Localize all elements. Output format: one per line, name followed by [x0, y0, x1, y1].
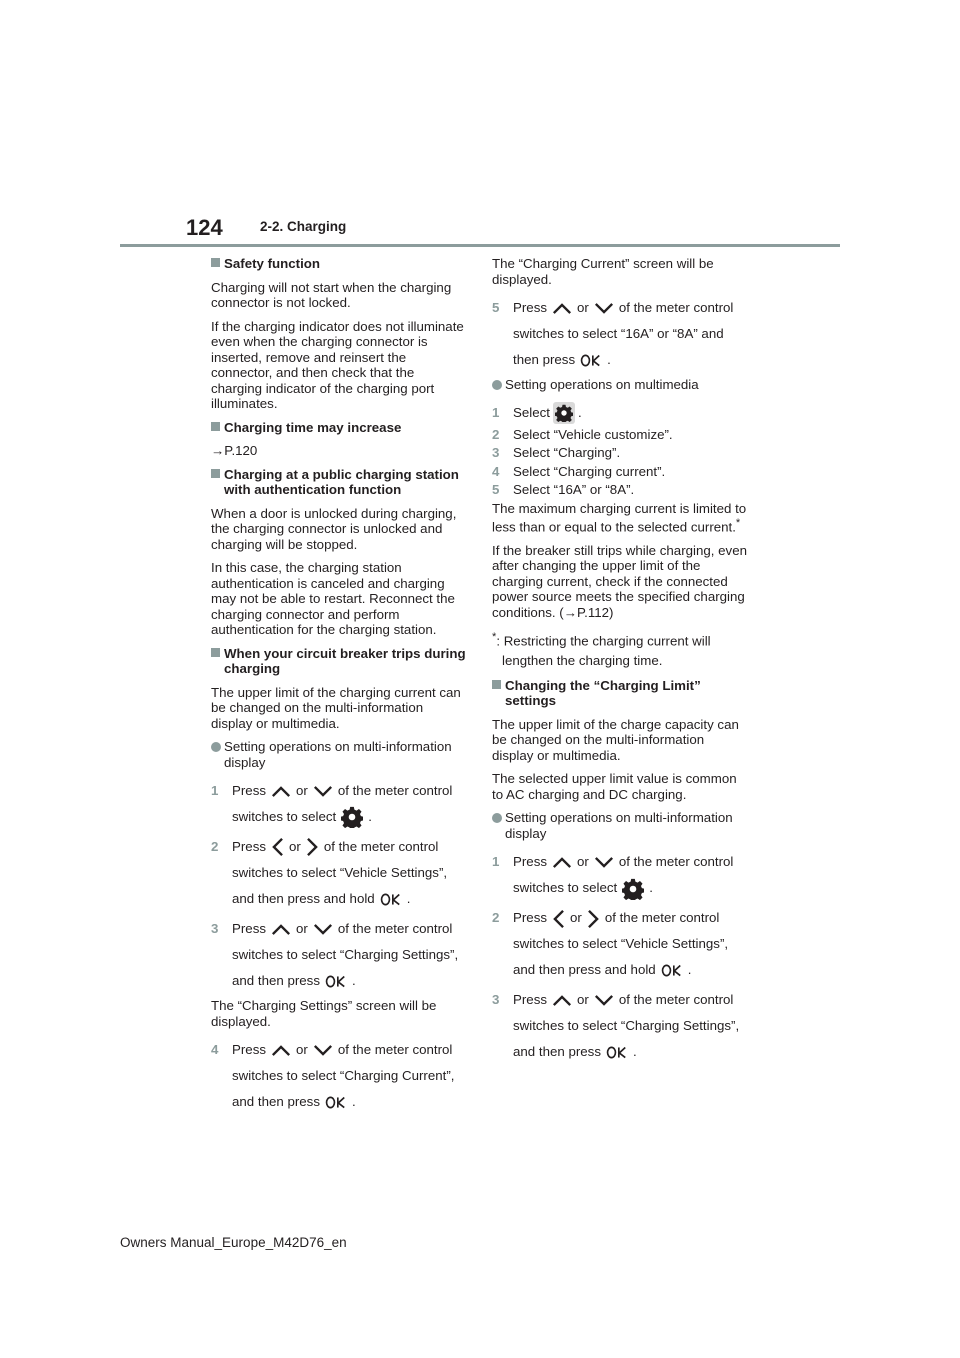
square-bullet-icon [211, 422, 220, 431]
step-number: 2 [211, 839, 219, 854]
footer-text: Owners Manual_Europe_M42D76_en [120, 1235, 347, 1250]
square-bullet-icon [211, 469, 220, 478]
step-5: 5 Press or of the meter control switches to select “16A” or “8A” and then press . [492, 295, 748, 373]
chevron-down-icon [594, 856, 614, 869]
chevron-left-icon [552, 909, 565, 929]
round-bullet-icon [492, 813, 502, 823]
chevron-up-icon [271, 785, 291, 798]
square-bullet-icon [492, 680, 501, 689]
mm-step-3: 3 Select “Charging”. [492, 445, 621, 460]
step-number: 1 [492, 854, 500, 870]
ok-icon [325, 975, 347, 988]
square-bullet-icon [211, 258, 220, 267]
safety-paragraph-1: Charging will not start when the charging connector is not locked. [211, 279, 452, 310]
ok-icon [325, 1096, 347, 1109]
charging-limit-heading: Changing the “Charging Limit” settings [492, 678, 748, 709]
limit-step-2: 2 Press or of the meter control switches to select “Vehicle Settings”, and then press and hold . [492, 905, 748, 983]
chevron-up-icon [271, 923, 291, 936]
ok-icon [661, 964, 683, 977]
step-number: 1 [492, 404, 500, 420]
chevron-right-icon [306, 837, 319, 857]
step-2: 2 Press or of the meter control switches to select “Vehicle Settings”, and then press and hold . [211, 834, 467, 912]
step-number: 3 [492, 992, 500, 1008]
step-4: 4 Press or of the meter control switches to select “Charging Current”, and then press . [211, 1037, 467, 1115]
mm-step-4: 4 Select “Charging current”. [492, 463, 666, 479]
left-column [211, 256, 467, 1119]
step-number: 3 [492, 445, 500, 460]
chevron-up-icon [552, 302, 572, 315]
current-screen-note: The “Charging Current” screen will be displayed. [492, 256, 714, 287]
charging-time-heading: Charging time may increase [211, 420, 467, 436]
step-number: 5 [492, 482, 500, 497]
chevron-up-icon [552, 856, 572, 869]
chevron-up-icon [552, 994, 572, 1007]
section-title: 2-2. Charging [260, 219, 347, 234]
breaker-trips-paragraph: If the breaker still trips while charging, even after changing the upper limit of the charging current, check if the connected power source meets the specified charging conditions. (→P.112) [492, 542, 747, 620]
max-current-paragraph: The maximum charging current is limited to less than or equal to the selected current.* [492, 500, 747, 535]
limit-step-3: 3 Press or of the meter control switches to select “Charging Settings”, and then press . [492, 987, 748, 1065]
chevron-down-icon [594, 302, 614, 315]
ok-icon [580, 354, 602, 367]
chevron-right-icon [587, 909, 600, 929]
public-charging-heading: Charging at a public charging station with authentication function [211, 467, 467, 498]
chevron-down-icon [313, 923, 333, 936]
square-bullet-icon [211, 648, 220, 657]
chevron-down-icon [313, 785, 333, 798]
page-reference[interactable]: →P.120 [211, 443, 258, 458]
step-number: 2 [492, 910, 500, 926]
limit-paragraph-2: The selected upper limit value is common to AC charging and DC charging. [492, 771, 737, 802]
limit-step-1: 1 Press or of the meter control switches to select . [492, 849, 748, 901]
breaker-heading: When your circuit breaker trips during charging [211, 646, 467, 677]
chevron-down-icon [313, 1044, 333, 1057]
settings-screen-note: The “Charging Settings” screen will be displayed. [211, 998, 437, 1029]
footnote: *: Restricting the charging current will lengthen the charging time. [492, 631, 711, 668]
ok-icon [380, 893, 402, 906]
round-bullet-icon [211, 742, 221, 752]
step-number: 5 [492, 300, 500, 315]
breaker-paragraph: The upper limit of the charging current can be changed on the multi-information display or multimedia. [211, 684, 461, 731]
safety-heading: Safety function [211, 256, 467, 272]
mm-step-5: 5 Select “16A” or “8A”. [492, 482, 635, 497]
multimedia-bullet: Setting operations on multimedia [492, 377, 748, 393]
page-number: 124 [186, 215, 223, 240]
mm-step-1: 1 Select . [492, 401, 748, 425]
round-bullet-icon [492, 380, 502, 390]
safety-paragraph-2: If the charging indicator does not illuminate even when the charging connector is inserted, remove and reinsert the connector, and then check that the charging indicator of the charging port illuminates. [211, 318, 464, 411]
chevron-left-icon [271, 837, 284, 857]
gear-icon [341, 806, 363, 828]
header-rule [120, 244, 840, 247]
mid-bullet: Setting operations on multi-information display [211, 739, 467, 770]
public-paragraph-1: When a door is unlocked during charging, the charging connector is unlocked and charging will be stopped. [211, 505, 457, 552]
public-paragraph-2: In this case, the charging station authentication is canceled and charging may not be able to restart. Reconnect the charging connector and perform authentication for the charging station. [211, 560, 455, 637]
ok-icon [606, 1046, 628, 1059]
limit-paragraph-1: The upper limit of the charge capacity can be changed on the multi-information display or multimedia. [492, 716, 739, 763]
chevron-down-icon [594, 994, 614, 1007]
right-column [492, 256, 748, 1069]
step-number: 4 [211, 1042, 219, 1057]
mid-bullet-2: Setting operations on multi-information display [492, 810, 748, 841]
step-number: 4 [492, 463, 500, 479]
step-number: 2 [492, 426, 500, 442]
chevron-up-icon [271, 1044, 291, 1057]
step-number: 1 [211, 783, 219, 798]
step-3: 3 Press or of the meter control switches to select “Charging Settings”, and then press . [211, 916, 467, 994]
step-number: 3 [211, 921, 219, 936]
gear-icon [622, 878, 644, 900]
mm-step-2: 2 Select “Vehicle customize”. [492, 426, 673, 442]
gear-icon [553, 402, 575, 424]
step-1: 1 Press or of the meter control switches to select . [211, 778, 467, 830]
